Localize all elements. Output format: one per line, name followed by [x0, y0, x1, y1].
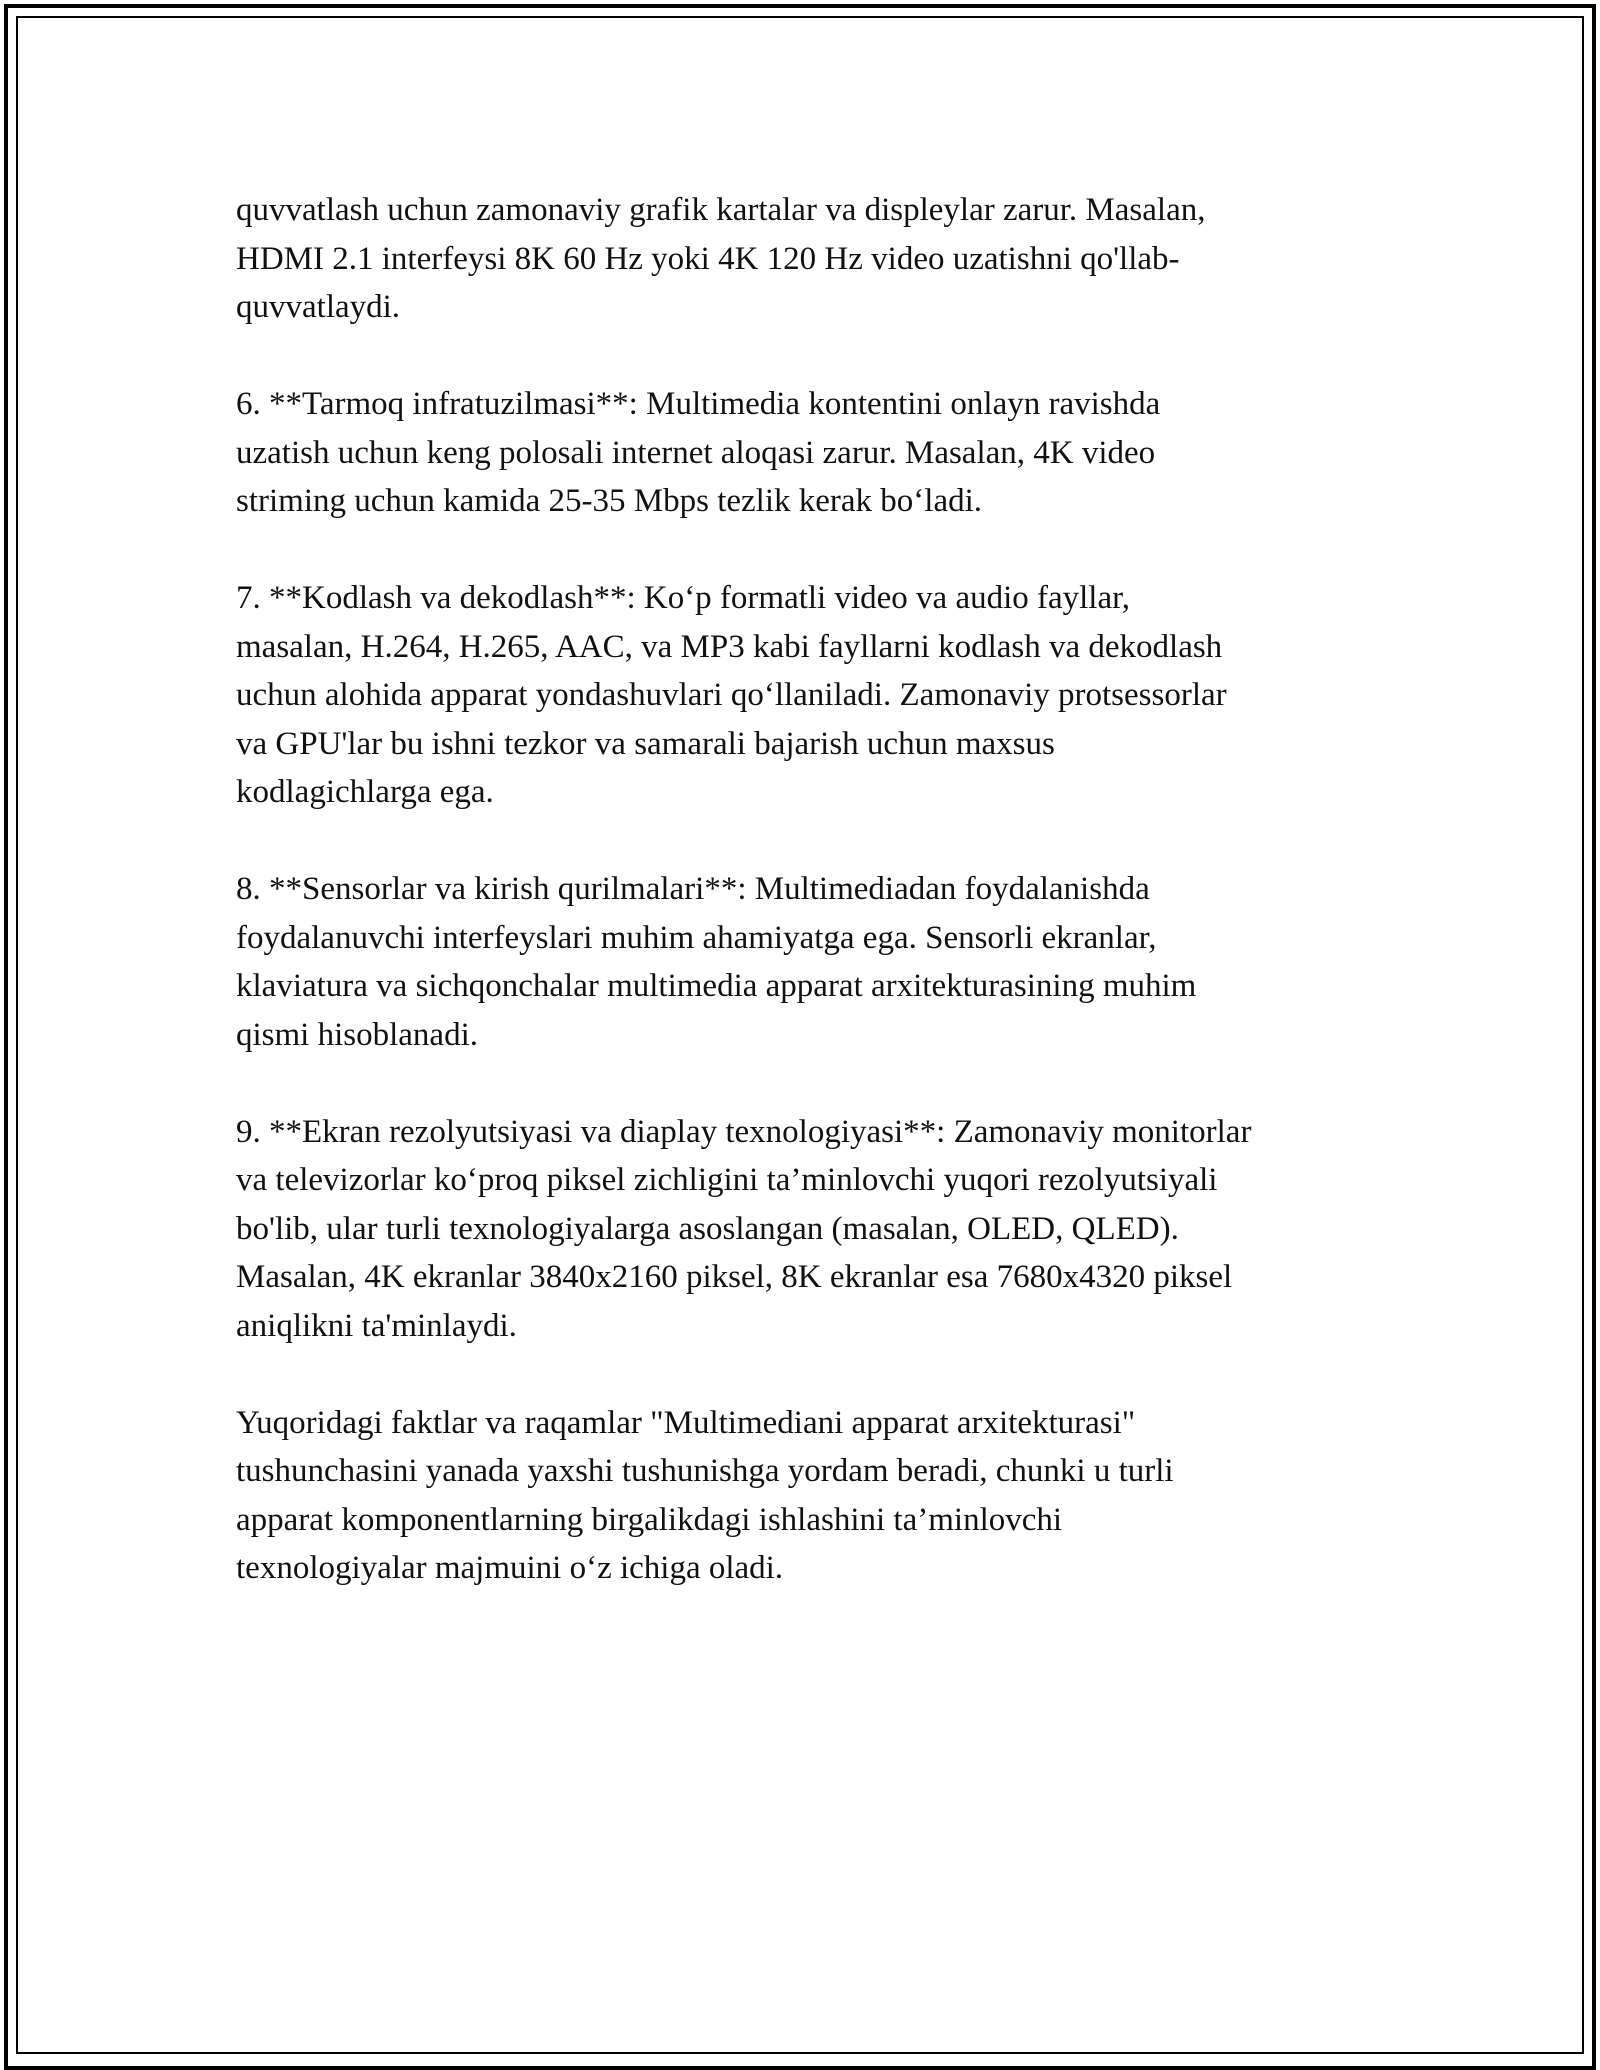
paragraph-encoding-decoding: 7. **Kodlash va dekodlash**: Ko‘p formatli video va audio fayllar, masalan, H.264, H.265, AAC, va MP3 kabi fayllarni kodlash va dekodlash uchun alohida apparat yondashuvlari qo‘llaniladi. Zamonaviy protsessorlar va GPU'lar bu ishni tezkor va samarali bajarish uchun maxsus kodlagichlarga ega. [236, 580, 1227, 810]
paragraph-network-infrastructure: 6. **Tarmoq infratuzilmasi**: Multimedia kontentini onlayn ravishda uzatish uchun keng polosali internet aloqasi zarur. Masalan, 4K video striming uchun kamida 25-35 Mbps tezlik kerak bo‘ladi. [236, 386, 1161, 519]
document-body [236, 186, 1376, 1641]
paragraph-conclusion: Yuqoridagi faktlar va raqamlar "Multimediani apparat arxitekturasi" tushunchasini yanada yaxshi tushunishga yordam beradi, chunki u turli apparat komponentlarning birgalikdagi ishlashini ta’minlovchi texnologiyalar majmuini o‘z ichiga oladi. [236, 1404, 1174, 1586]
paragraph-hdmi-continuation: quvvatlash uchun zamonaviy grafik kartalar va displeylar zarur. Masalan, HDMI 2.1 interfeysi 8K 60 Hz yoki 4K 120 Hz video uzatishni qo'llab- quvvatlaydi. [236, 192, 1206, 325]
paragraph-sensors-input-devices: 8. **Sensorlar va kirish qurilmalari**: Multimediadan foydalanishda foydalanuvchi interfeyslari muhim ahamiyatga ega. Sensorli ekranlar, klaviatura va sichqonchalar multimedia apparat arxitekturasining muhim qismi hisoblanadi. [236, 871, 1197, 1053]
paragraph-screen-resolution: 9. **Ekran rezolyutsiyasi va diaplay texnologiyasi**: Zamonaviy monitorlar va televizorlar ko‘proq piksel zichligini ta’minlovchi yuqori rezolyutsiyali bo'lib, ular turli texnologiyalarga asoslangan (masalan, OLED, QLED). Masalan, 4K ekranlar 3840x2160 piksel, 8K ekranlar esa 7680x4320 piksel aniqlikni ta'minlaydi. [236, 1113, 1252, 1344]
